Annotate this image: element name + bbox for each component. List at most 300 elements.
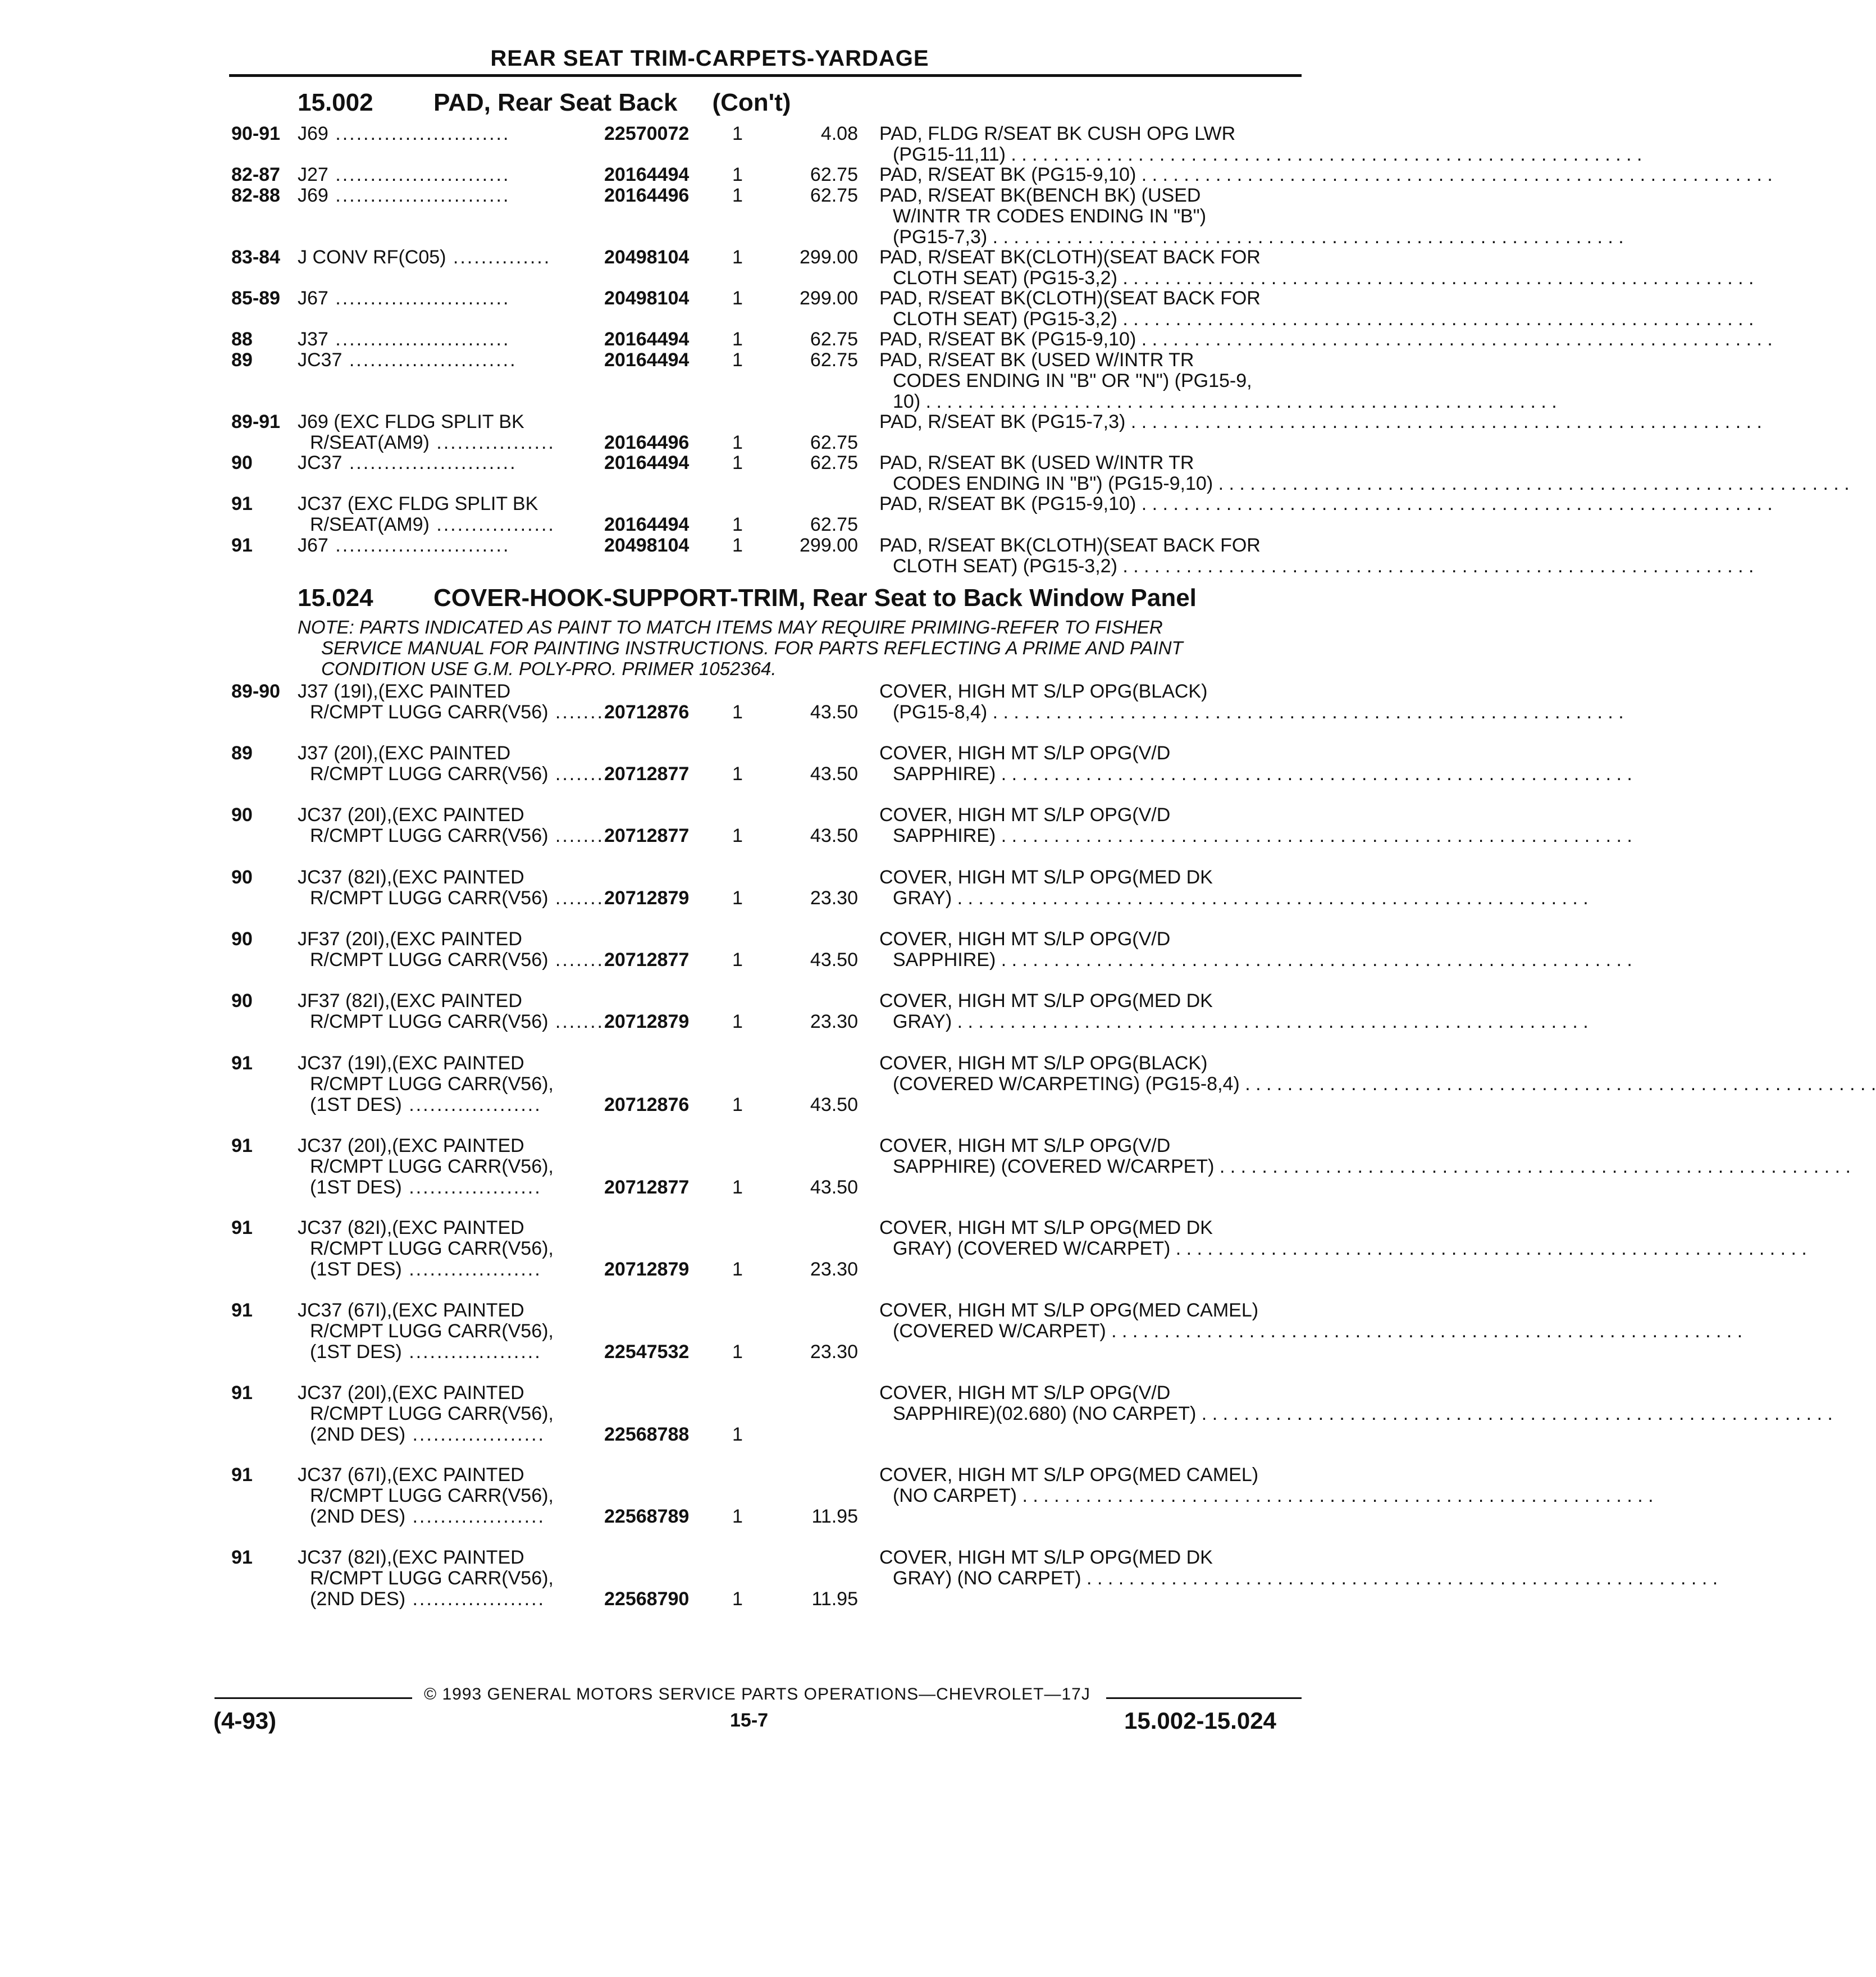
leader-dots: . . . . . . . . . . . . . . . . . . . . . . . . . . . . . . . . . . . . . . . . . . . . . . . . . . . . . . . . . . . . [1170,1238,1807,1259]
model-text: JC37 (67I),(EXC PAINTED [298,1300,524,1321]
description [879,493,1773,514]
description [879,1383,1298,1404]
model-year: 89 [231,349,253,371]
part-number: 20712879 [604,1011,690,1032]
section-note [298,617,1303,679]
description [893,825,1632,846]
entry-line [0,226,1624,248]
description-text: CLOTH SEAT) (PG15-3,2) [893,555,1117,577]
model-code [310,432,555,453]
leader-dots: ......................... [328,329,510,350]
model-year: 90 [231,928,253,950]
entry-line [0,1589,1419,1610]
description-text: 10) [893,391,921,412]
description-text: SAPPHIRE)(02.680) (NO CARPET) [893,1403,1197,1424]
description-text: (PG15-7,3) [893,226,988,248]
entry-line [0,681,1419,702]
part-number: 20712877 [604,763,690,785]
entry-line [0,887,1589,909]
price: 23.30 [810,1259,858,1280]
model-text: R/SEAT(AM9) [310,514,430,535]
part-entry [0,1300,1743,1363]
description [879,247,1298,268]
entry-line [0,206,1419,227]
price: 299.00 [800,247,858,268]
entry-line [0,1424,1419,1445]
model-code [298,453,517,473]
description [879,681,1298,702]
entry-line [0,867,1419,888]
description-text: COVER, HIGH MT S/LP OPG(BLACK) [879,1053,1208,1074]
part-entry [0,164,1773,185]
description-text: COVER, HIGH MT S/LP OPG(MED CAMEL) [879,1464,1259,1486]
leader-dots: . . . . . . . . . . . . . . . . . . . . . . . . . . . . . . . . . . . . . . . . . . . . . . . . . . . . . . . . . . . . [1017,1485,1654,1506]
leader-dots: ......................... [328,123,510,144]
entry-line [0,124,1419,144]
part-entry [0,1382,1833,1445]
leader-dots: ................... [405,1506,545,1527]
model-text: JC37 (82I),(EXC PAINTED [298,1547,524,1568]
description [879,411,1762,432]
leader-dots: . . . . . . . . . . . . . . . . . . . . . . . . . . . . . . . . . . . . . . . . . . . . . . . . . . . . . . . . . . . . [987,701,1624,723]
price: 62.75 [810,164,858,185]
description [879,743,1298,764]
model-year: 90-91 [231,123,280,144]
model-text: (1ST DES) [310,1341,402,1363]
model-code [310,1342,542,1363]
footer-page-number: 15-7 [730,1710,769,1731]
description [879,1053,1298,1074]
entry-line [0,164,1773,185]
model-year: 90 [231,990,253,1012]
leader-dots: . . . . . . . . . . . . . . . . . . . . . . . . . . . . . . . . . . . . . . . . . . . . . . . . . . . . . . . . . . . . [1125,411,1762,432]
model-text: JC37 [298,349,343,371]
model-text: JC37 (20I),(EXC PAINTED [298,1382,524,1404]
entry-line [0,288,1419,309]
price: 299.00 [800,535,858,556]
model-year: 91 [231,1382,253,1404]
quantity: 1 [732,288,743,309]
model-code [298,494,538,514]
model-code [310,950,604,971]
part-number: 22568790 [604,1588,690,1610]
entry-line [0,411,1762,432]
model-year: 89 [231,742,253,764]
quantity: 1 [732,1177,743,1198]
entry-line [0,1156,1851,1177]
description [879,1218,1298,1238]
description [879,929,1298,950]
price: 62.75 [810,432,858,453]
description-text: PAD, R/SEAT BK (PG15-9,10) [879,329,1136,350]
model-code [310,826,604,846]
model-year: 91 [231,1464,253,1486]
description [893,1073,1876,1095]
entry-line [0,1259,1419,1280]
description-text: SAPPHIRE) [893,763,996,785]
price: 62.75 [810,349,858,371]
quantity: 1 [732,1259,743,1280]
entry-line [0,743,1419,764]
model-code [298,1218,524,1238]
description [893,206,1298,227]
leader-dots: . . . . . . . . . . . . . . . . . . . . . . . . . . . . . . . . . . . . . . . . . . . . . . . . . . . . . . . . . . . . [1005,144,1642,165]
entry-line [0,1383,1419,1404]
entry-line [0,432,1419,453]
section-continued: (Con't) [712,89,791,116]
description-text: GRAY) (NO CARPET) [893,1568,1081,1589]
model-year: 91 [231,535,253,556]
description-text: GRAY) [893,887,952,909]
model-code [298,743,510,764]
model-text: R/CMPT LUGG CARR(V56), [310,1485,554,1506]
description-text: COVER, HIGH MT S/LP OPG(V/D [879,1382,1171,1404]
entry-line [0,1465,1419,1486]
model-text: R/CMPT LUGG CARR(V56), [310,1568,554,1589]
model-text: J37 (20I),(EXC PAINTED [298,742,511,764]
leader-dots: ................. [429,432,555,453]
part-number: 22547532 [604,1341,690,1363]
description [893,144,1642,165]
model-code [298,288,510,309]
leader-dots: ................... [401,1094,542,1115]
model-code [310,888,604,909]
entry-line [0,329,1773,350]
description [893,1568,1718,1589]
description [879,867,1298,888]
model-year: 90 [231,804,253,826]
leader-dots: . . . . . . . . . . . . . . . . . . . . . . . . . . . . . . . . . . . . . . . . . . . . . . . . . . . . . . . . . . . . [952,1011,1589,1032]
quantity: 1 [732,349,743,371]
leader-dots: . . . . . . . . . . . . . . . . . . . . . . . . . . . . . . . . . . . . . . . . . . . . . . . . . . . . . . . . . . . . [1136,329,1773,350]
model-code [298,329,510,350]
model-text: JC37 (20I),(EXC PAINTED [298,1135,524,1156]
description [893,701,1624,723]
description [879,1547,1298,1568]
model-year: 88 [231,329,253,350]
description [893,1320,1743,1342]
quantity: 1 [732,1588,743,1610]
description [893,473,1850,494]
part-entry [0,928,1632,971]
section-number: 15.002 [298,89,373,116]
quantity: 1 [732,1011,743,1032]
leader-dots: .............. [446,247,551,268]
entry-line [0,308,1754,330]
leader-dots: ......................... [328,164,510,185]
part-number: 20164494 [604,164,690,185]
model-text: J69 [298,185,328,206]
quantity: 1 [732,1424,743,1445]
quantity: 1 [732,1094,743,1115]
part-number: 20498104 [604,247,690,268]
model-text: (2ND DES) [310,1424,406,1445]
quantity: 1 [732,763,743,785]
description-text: COVER, HIGH MT S/LP OPG(MED DK [879,867,1213,888]
entry-line [0,949,1632,971]
description-text: PAD, R/SEAT BK (USED W/INTR TR [879,349,1194,371]
model-code [310,1238,554,1259]
part-number: 20712879 [604,887,690,909]
entry-line [0,350,1419,371]
leader-dots: ....... [548,1011,605,1032]
part-entry [0,681,1624,723]
part-number: 20498104 [604,535,690,556]
part-number: 22568788 [604,1424,690,1445]
part-entry [0,867,1589,909]
note-line: CONDITION USE G.M. POLY-PRO. PRIMER 1052364. [321,658,777,679]
model-text: JC37 (82I),(EXC PAINTED [298,1217,524,1238]
part-entry [0,1135,1851,1198]
leader-dots: ....... [548,887,605,909]
entry-line [0,555,1754,577]
part-number: 20164494 [604,514,690,535]
model-code [310,1259,542,1280]
model-text: (2ND DES) [310,1506,406,1527]
leader-dots: ................... [401,1341,542,1363]
quantity: 1 [732,247,743,268]
model-text: R/CMPT LUGG CARR(V56), [310,1073,554,1095]
model-text: R/CMPT LUGG CARR(V56) [310,1011,549,1032]
description [893,1156,1851,1177]
description-text: (COVERED W/CARPET) [893,1320,1106,1342]
leader-dots: . . . . . . . . . . . . . . . . . . . . . . . . . . . . . . . . . . . . . . . . . . . . . . . . . . . . . . . . . . . . [1239,1073,1876,1095]
model-text: (1ST DES) [310,1177,402,1198]
price: 23.30 [810,1341,858,1363]
section-title: COVER-HOOK-SUPPORT-TRIM, Rear Seat to Back Window Panel [433,584,1197,612]
description-text: (PG15-11,11) [893,144,1006,165]
entry-line [0,929,1419,950]
model-code [310,702,604,723]
model-code [310,1095,542,1115]
quantity: 1 [732,1341,743,1363]
leader-dots: ................... [405,1424,545,1445]
part-entry [0,123,1642,165]
price: 43.50 [810,825,858,846]
description [879,288,1298,309]
description [893,1403,1833,1424]
model-text: J69 (EXC FLDG SPLIT BK [298,411,524,432]
leader-dots: . . . . . . . . . . . . . . . . . . . . . . . . . . . . . . . . . . . . . . . . . . . . . . . . . . . . . . . . . . . . [996,763,1632,785]
entry-line [0,1011,1589,1032]
model-code [310,514,555,535]
entry-line [0,1053,1419,1074]
leader-dots: . . . . . . . . . . . . . . . . . . . . . . . . . . . . . . . . . . . . . . . . . . . . . . . . . . . . . . . . . . . . [996,949,1632,971]
leader-dots: . . . . . . . . . . . . . . . . . . . . . . . . . . . . . . . . . . . . . . . . . . . . . . . . . . . . . . . . . . . . [1213,473,1850,494]
description [893,308,1754,330]
model-code [298,535,510,556]
entry-line [0,453,1419,473]
leader-dots: . . . . . . . . . . . . . . . . . . . . . . . . . . . . . . . . . . . . . . . . . . . . . . . . . . . . . . . . . . . . [987,226,1624,248]
model-text: JC37 (19I),(EXC PAINTED [298,1053,524,1074]
model-text: (2ND DES) [310,1588,406,1610]
description-text: COVER, HIGH MT S/LP OPG(V/D [879,742,1171,764]
model-text: R/CMPT LUGG CARR(V56) [310,763,549,785]
model-year: 91 [231,1547,253,1568]
leader-dots: . . . . . . . . . . . . . . . . . . . . . . . . . . . . . . . . . . . . . . . . . . . . . . . . . . . . . . . . . . . . [1196,1403,1833,1424]
description [879,185,1298,206]
quantity: 1 [732,887,743,909]
leader-dots: ....... [548,701,605,723]
entry-line [0,1300,1419,1321]
model-text: R/CMPT LUGG CARR(V56) [310,887,549,909]
description-text: COVER, HIGH MT S/LP OPG(MED DK [879,1217,1213,1238]
model-code [298,805,524,826]
entry-line [0,1177,1419,1198]
model-year: 82-88 [231,185,280,206]
description [879,350,1298,371]
entry-line [0,805,1419,826]
description-text: GRAY) [893,1011,952,1032]
model-text: JC37 (67I),(EXC PAINTED [298,1464,524,1486]
description [893,226,1624,248]
leader-dots: ....... [548,825,605,846]
description-text: CODES ENDING IN "B" OR "N") (PG15-9, [893,370,1252,391]
leader-dots: . . . . . . . . . . . . . . . . . . . . . . . . . . . . . . . . . . . . . . . . . . . . . . . . . . . . . . . . . . . . [1117,308,1754,330]
model-code [298,681,510,702]
leader-dots: ................... [401,1259,542,1280]
model-code [298,929,522,950]
entry-line [0,825,1632,846]
entry-line [0,473,1850,494]
price: 62.75 [810,185,858,206]
quantity: 1 [732,825,743,846]
part-number: 22568789 [604,1506,690,1527]
part-number: 20164494 [604,349,690,371]
footer-section-range: 15.002-15.024 [1124,1707,1276,1734]
entry-line [0,701,1624,723]
description [893,267,1754,289]
model-text: JC37 (EXC FLDG SPLIT BK [298,493,538,514]
leader-dots: ....... [548,949,605,971]
part-number: 20164496 [604,432,690,453]
price: 11.95 [811,1506,858,1527]
part-entry [0,1464,1654,1527]
model-code [298,185,510,206]
entry-line [0,1506,1419,1527]
description-text: CODES ENDING IN "B") (PG15-9,10) [893,473,1213,494]
description-text: COVER, HIGH MT S/LP OPG(V/D [879,804,1171,826]
leader-dots: ................. [429,514,555,535]
entry-line [0,185,1419,206]
model-code [310,1506,545,1527]
part-entry [0,493,1773,535]
part-entry [0,1547,1718,1610]
model-text: R/CMPT LUGG CARR(V56), [310,1403,554,1424]
entry-line [0,247,1419,268]
part-entry [0,990,1589,1032]
footer-copyright: © 1993 GENERAL MOTORS SERVICE PARTS OPERATIONS—CHEVROLET—17J [424,1685,1090,1703]
page-title: REAR SEAT TRIM-CARPETS-YARDAGE [490,46,929,71]
model-year: 91 [231,1300,253,1321]
model-text: J67 [298,288,328,309]
model-text: R/SEAT(AM9) [310,432,430,453]
price: 43.50 [810,949,858,971]
leader-dots: . . . . . . . . . . . . . . . . . . . . . . . . . . . . . . . . . . . . . . . . . . . . . . . . . . . . . . . . . . . . [920,391,1557,412]
model-code [298,124,510,144]
model-code [310,1177,542,1198]
price: 62.75 [810,329,858,350]
model-year: 89-91 [231,411,280,432]
model-code [310,1074,554,1095]
model-code [298,991,522,1012]
part-number: 20712877 [604,825,690,846]
footer-rule-right [1106,1697,1302,1699]
model-text: J27 [298,164,328,185]
model-text: JF37 (82I),(EXC PAINTED [298,990,522,1012]
model-code [310,1486,554,1506]
description-text: PAD, R/SEAT BK(BENCH BK) (USED [879,185,1201,206]
entry-line [0,1136,1419,1156]
entry-line [0,763,1632,785]
leader-dots: ......................... [328,535,510,556]
description-text: COVER, HIGH MT S/LP OPG(MED DK [879,990,1213,1012]
model-code [298,1136,524,1156]
model-code [310,1589,545,1610]
model-code [298,247,551,268]
model-text: R/CMPT LUGG CARR(V56), [310,1238,554,1259]
description [879,453,1298,473]
price: 43.50 [810,1094,858,1115]
price: 43.50 [810,1177,858,1198]
description-text: COVER, HIGH MT S/LP OPG(BLACK) [879,681,1208,702]
description-text: COVER, HIGH MT S/LP OPG(V/D [879,928,1171,950]
part-entry [0,329,1773,350]
description-text: COVER, HIGH MT S/LP OPG(MED CAMEL) [879,1300,1259,1321]
model-code [310,1156,554,1177]
price: 23.30 [810,1011,858,1032]
model-text: R/CMPT LUGG CARR(V56), [310,1156,554,1177]
leader-dots: . . . . . . . . . . . . . . . . . . . . . . . . . . . . . . . . . . . . . . . . . . . . . . . . . . . . . . . . . . . . [1117,555,1754,577]
description-text: PAD, R/SEAT BK(CLOTH)(SEAT BACK FOR [879,535,1261,556]
leader-dots: ......................... [328,288,510,309]
note-line: NOTE: PARTS INDICATED AS PAINT TO MATCH ITEMS MAY REQUIRE PRIMING-REFER TO FISHER [298,617,1163,637]
entry-line [0,535,1419,556]
entry-line [0,1403,1833,1424]
leader-dots: . . . . . . . . . . . . . . . . . . . . . . . . . . . . . . . . . . . . . . . . . . . . . . . . . . . . . . . . . . . . [952,887,1589,909]
entry-line [0,144,1642,165]
price: 299.00 [800,288,858,309]
description [893,887,1589,909]
description [893,1485,1654,1506]
entry-line [0,371,1419,391]
description-text: CLOTH SEAT) (PG15-3,2) [893,267,1117,289]
description [893,949,1632,971]
leader-dots: . . . . . . . . . . . . . . . . . . . . . . . . . . . . . . . . . . . . . . . . . . . . . . . . . . . . . . . . . . . . [1214,1156,1851,1177]
model-code [298,350,517,371]
entry-line [0,267,1754,289]
model-text: JC37 (82I),(EXC PAINTED [298,867,524,888]
model-code [298,1300,524,1321]
model-code [310,1424,545,1445]
entry-line [0,1568,1718,1589]
entry-line [0,391,1557,412]
description-text: SAPPHIRE) [893,949,996,971]
model-text: R/CMPT LUGG CARR(V56) [310,825,549,846]
description-text: (PG15-8,4) [893,701,988,723]
model-year: 91 [231,493,253,514]
model-text: J37 (19I),(EXC PAINTED [298,681,511,702]
part-entry [0,185,1624,248]
description-text: COVER, HIGH MT S/LP OPG(MED DK [879,1547,1213,1568]
entry-line [0,1485,1654,1506]
model-text: J CONV RF(C05) [298,247,446,268]
leader-dots: ........................ [342,452,517,473]
part-number: 20164494 [604,329,690,350]
description-text: (COVERED W/CARPETING) (PG15-8,4) [893,1073,1240,1095]
model-year: 91 [231,1217,253,1238]
quantity: 1 [732,535,743,556]
